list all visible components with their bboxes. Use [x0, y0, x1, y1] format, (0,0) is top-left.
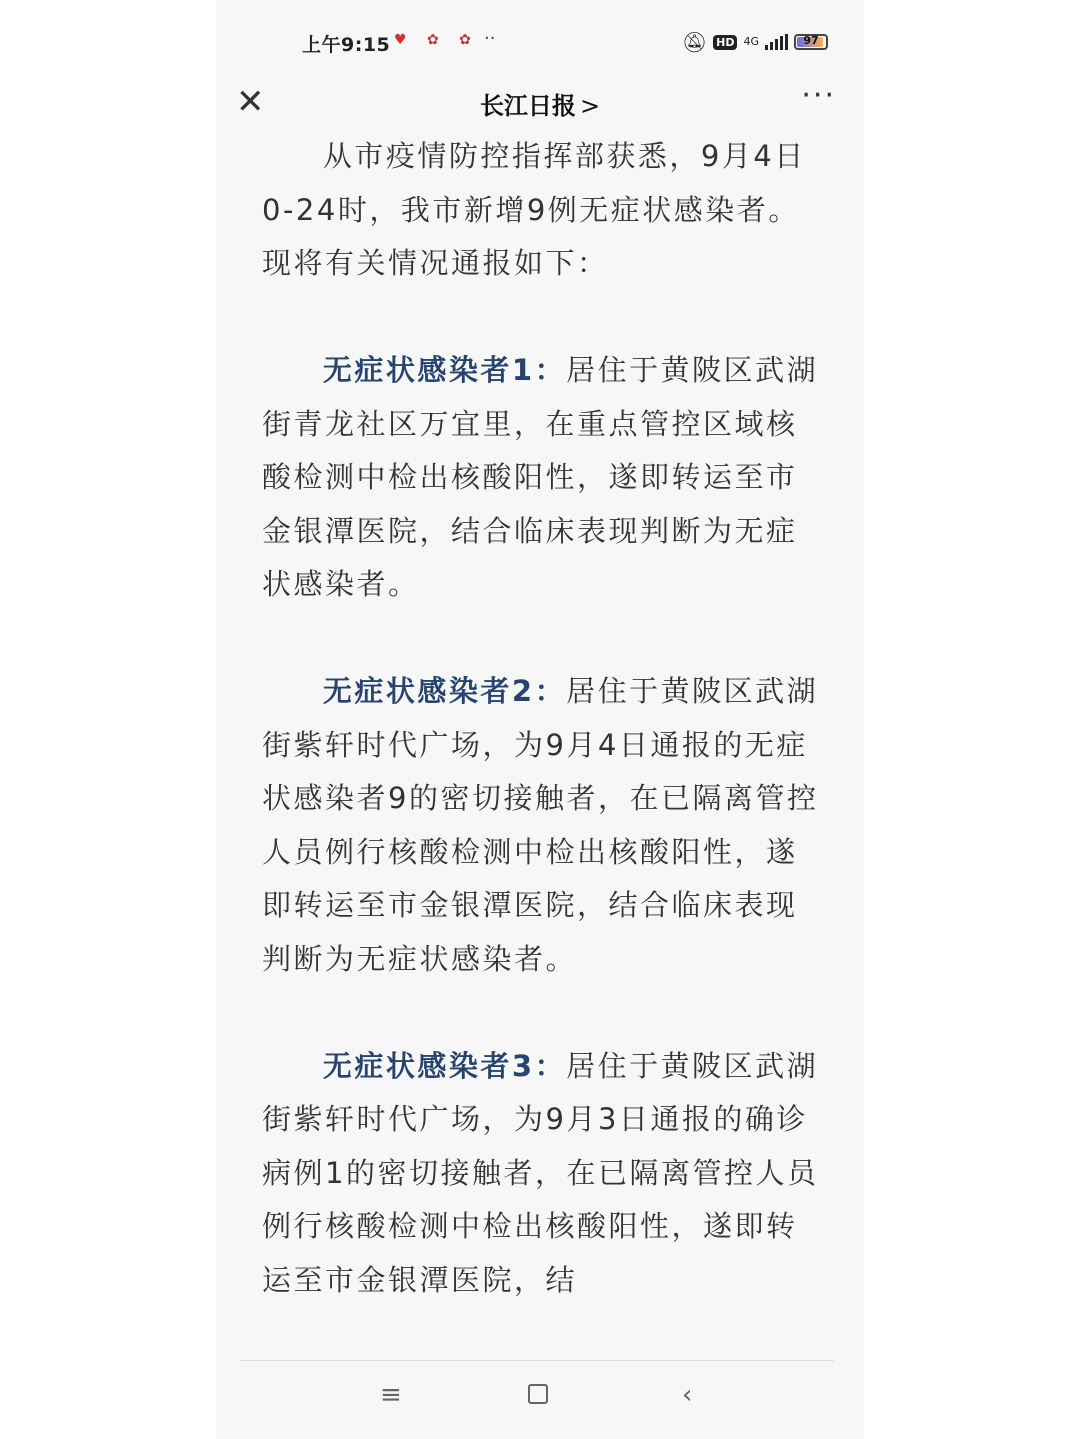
case-text-1: 居住于黄陂区武湖街青龙社区万宜里，在重点管控区域核酸检测中检出核酸阳性，遂即转运至市金银潭医院，结合临床表现判断为无症状感染者。	[262, 353, 819, 601]
phone-screen	[216, 0, 864, 1439]
mute-icon: 🔕︎	[681, 30, 708, 54]
menu-icon[interactable]: ≡	[380, 1380, 402, 1410]
network-type: 4G	[743, 35, 759, 48]
account-name: 长江日报	[479, 92, 576, 120]
case-label-3: 无症状感染者3：	[322, 1048, 567, 1083]
battery-icon	[794, 34, 828, 50]
status-bar	[216, 22, 864, 62]
status-right	[682, 30, 828, 54]
back-icon[interactable]: ‹	[682, 1380, 693, 1410]
title-bar	[216, 70, 864, 132]
more-options-icon[interactable]: ···	[801, 78, 836, 113]
nav-divider	[240, 1360, 834, 1361]
close-icon[interactable]: ✕	[236, 82, 265, 122]
status-time: 上午9:15	[302, 34, 391, 56]
case-text-2: 居住于黄陂区武湖街紫轩时代广场，为9月4日通报的无症状感染者9的密切接触者，在已隔离管控人员例行核酸检测中检出核酸阳性，遂即转运至市金银潭医院，结合临床表现判断为无症状感染者。	[262, 674, 819, 976]
case-paragraph-3	[262, 1040, 822, 1308]
home-icon[interactable]	[528, 1384, 548, 1404]
article-intro: 从市疫情防控指挥部获悉，9月4日0-24时，我市新增9例无症状感染者。现将有关情况通报如下：	[262, 139, 806, 280]
case-paragraph-1	[262, 344, 822, 612]
signal-icon	[765, 34, 788, 50]
system-nav-bar	[216, 1380, 864, 1420]
battery-level: 97	[803, 34, 819, 47]
notification-icons: ♥ ✿ ✿	[394, 32, 479, 48]
case-label-2: 无症状感染者2：	[322, 674, 567, 708]
hd-icon: HD	[713, 35, 737, 50]
case-text-3: 居住于黄陂区武湖街紫轩时代广场，为9月3日通报的确诊病例1的密切接触者，在已隔离管控人员例行核酸检测中检出核酸阳性，遂即转运至市金银潭医院，结	[262, 1048, 819, 1297]
case-paragraph-2	[262, 665, 822, 986]
case-label-1: 无症状感染者1：	[322, 353, 567, 387]
account-title[interactable]	[216, 86, 864, 121]
more-notifications-icon: ··	[484, 28, 496, 49]
article-body	[262, 130, 822, 1358]
chevron-right-icon: >	[579, 92, 601, 120]
